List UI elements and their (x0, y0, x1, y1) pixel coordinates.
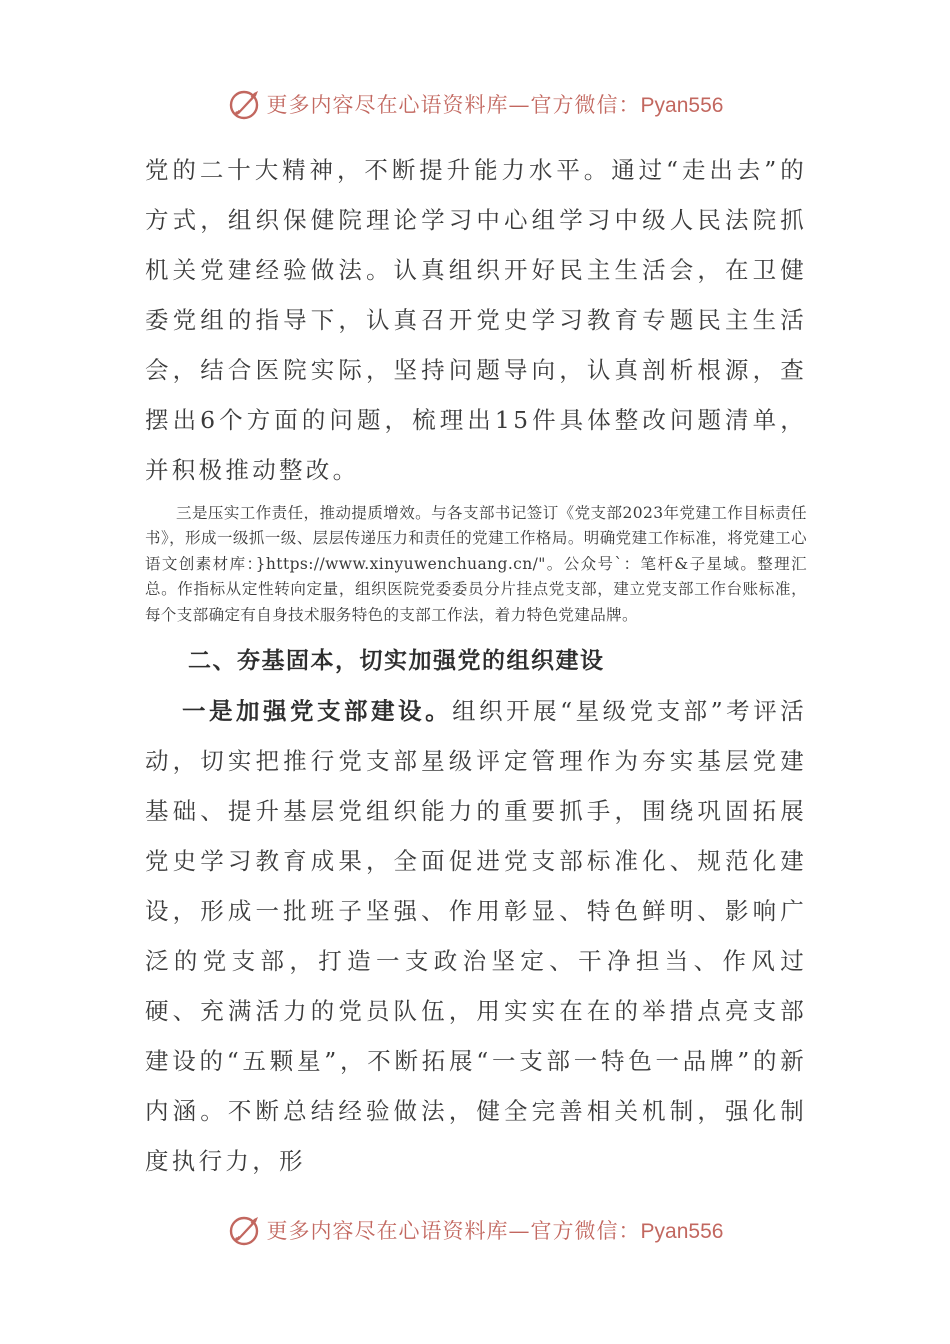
header-watermark (0, 84, 950, 124)
paragraph-responsibility: 三是压实工作责任，推动提质增效。与各支部书记签订《党支部2023年党建工作目标责任书》，形成一级抓一级、层层传递压力和责任的党建工作格局。明确党建工作标准，将党建工心语文创素材库：}https://www.xinyuwenchuang.cn/"。公众号`：笔杆&子星域。整理汇总。作指标从定性转向定量，组织医院党委委员分片挂点党支部，建立党支部工作台账标准，每个支部确定有自身技术服务特色的支部工作法，着力特色党建品牌。 (145, 504, 807, 624)
watermark-label: 更多内容尽在心语资料库—官方微信： (266, 93, 641, 117)
quill-pen-circle-icon (227, 1212, 263, 1248)
document-body (145, 145, 807, 1186)
paragraph-continuation: 党的二十大精神，不断提升能力水平。通过“走出去”的方式，组织保健院理论学习中心组学习中级人民法院抓机关党建经验做法。认真组织开好民主生活会，在卫健委党组的指导下，认真召开党史学习教育专题民主生活会，结合医院实际，坚持问题导向，认真剖析根源，查摆出6个方面的问题，梳理出15件具体整改问题清单，并积极推动整改。 (145, 156, 807, 484)
footer-watermark (0, 1210, 950, 1250)
paragraph-body: 组织开展“星级党支部”考评活动，切实把推行党支部星级评定管理作为夯实基层党建基础、提升基层党组织能力的重要抓手，围绕巩固拓展党史学习教育成果，全面促进党支部标准化、规范化建设，形成一批班子坚强、作用彰显、特色鲜明、影响广泛的党支部，打造一支政治坚定、干净担当、作风过硬、充满活力的党员队伍，用实实在在的举措点亮支部建设的“五颗星”，不断拓展“一支部一特色一品牌”的新内涵。不断总结经验做法，健全完善相关机制，强化制度执行力，形 (145, 697, 807, 1176)
quill-pen-circle-icon (227, 86, 263, 122)
paragraph-branch-building (145, 686, 807, 1186)
watermark-text (267, 1215, 724, 1245)
watermark-wechat-id: Pyan556 (640, 1220, 724, 1243)
watermark-label: 更多内容尽在心语资料库—官方微信： (266, 1219, 641, 1243)
watermark-text (267, 89, 724, 119)
paragraph-lead: 一是加强党支部建设。 (182, 697, 453, 726)
section-heading: 二、夯基固本，切实加强党的组织建设 (188, 647, 605, 675)
watermark-wechat-id: Pyan556 (640, 94, 724, 117)
